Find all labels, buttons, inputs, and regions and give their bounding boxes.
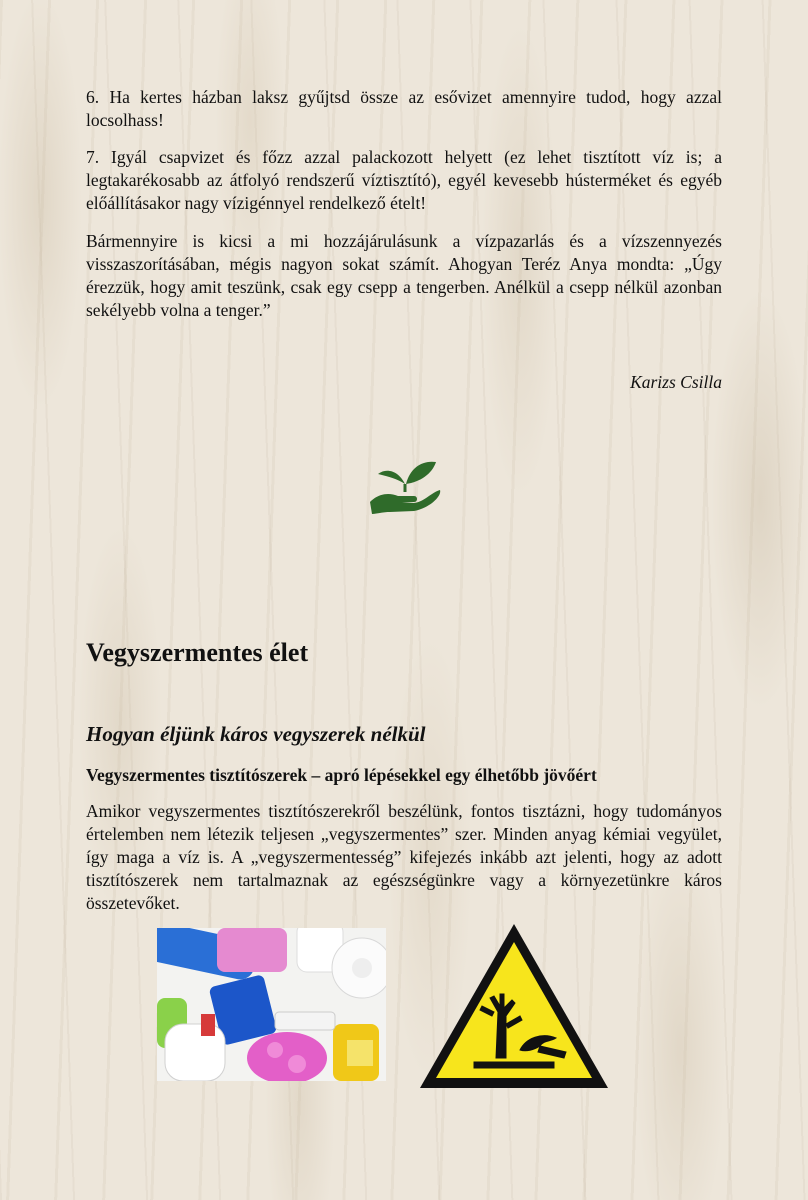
subsection-title: Vegyszermentes tisztítószerek – apró lépésekkel egy élhetőbb jövőért	[86, 765, 597, 785]
subtitle: Hogyan éljünk káros vegyszerek nélkül	[86, 722, 426, 746]
paragraph-chemical-free: Amikor vegyszermentes tisztítószerekről beszélünk, fontos tisztázni, hogy tudományos értelemben nem létezik teljesen „vegyszermentes” szer. Minden anyag kémiai vegyület, így maga a víz is. A „vegyszermentesség” kifejezés inkább azt jelenti, hogy az adott tisztítószerek nem tartalmaznak az egészségünkre vagy a környezetünkre káros összetevőket.	[86, 801, 722, 913]
paragraph-rainwater: 6. Ha kertes házban laksz gyűjtsd össze az esővizet amennyire tudod, hogy azzal locsolhass!	[86, 87, 722, 130]
author-signature: Karizs Csilla	[630, 372, 722, 392]
section-title: Vegyszermentes élet	[86, 638, 309, 667]
paragraph-tap-water: 7. Igyál csapvizet és főzz azzal palackozott helyett (ez lehet tisztított víz is; a legtakarékosabb az átfolyó rendszerű víztisztító), egyél kevesebb hústerméket és egyéb előállításakor nagy vízigénnyel rendelkező ételt!	[86, 147, 722, 213]
cleaning-products-photo	[157, 928, 386, 1081]
paragraph-quote: Bármennyire is kicsi a mi hozzájárulásunk a vízpazarlás és a vízszennyezés visszaszorításában, mégis nagyon sokat számít. Ahogyan Teréz Anya mondta: „Úgy érezzük, hogy amit teszünk, csak egy csepp a tengerben. Anélkül a csepp nélkül azonban sekélyebb volna a tenger.”	[86, 231, 722, 320]
environmental-hazard-icon	[416, 920, 612, 1092]
plant-in-hand-icon	[368, 456, 442, 516]
